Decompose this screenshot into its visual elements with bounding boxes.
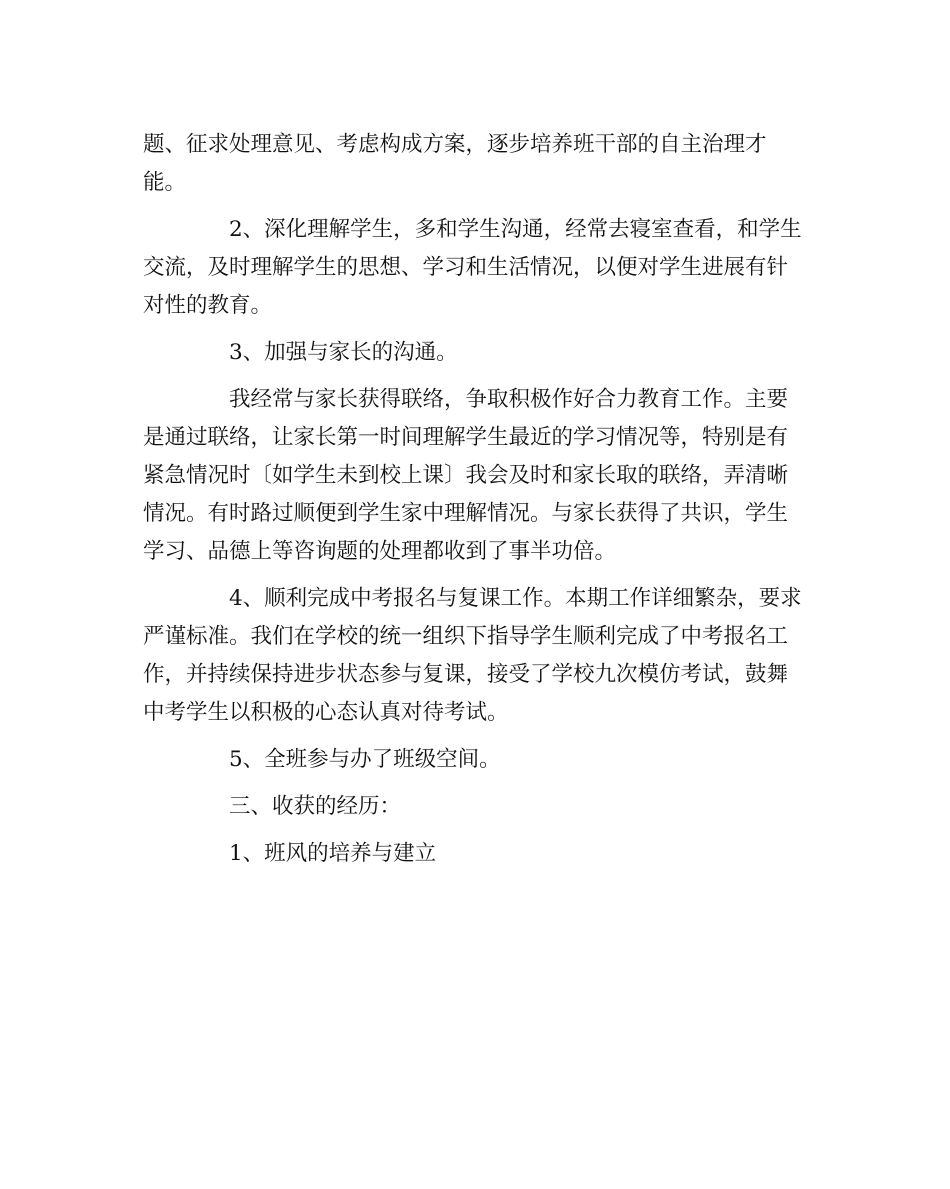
text-line: 作，并持续保持进步状态参与复课，接受了学校九次模仿考试，鼓舞 [143,662,789,687]
text-line: 对性的教育。 [143,293,273,318]
paragraph-item-2: 2、深化理解学生，多和学生沟通，经常去寝室查看，和学生 [229,217,802,242]
text-line: 学习、品德上等咨询题的处理都收到了事半功倍。 [143,539,617,564]
text-line: 严谨标准。我们在学校的统一组织下指导学生顺利完成了中考报名工 [143,624,789,649]
section-heading-3: 三、收获的经历： [229,794,402,819]
text-line: 交流，及时理解学生的思想、学习和生活情况，以便对学生进展有针 [143,255,789,280]
text-line: 是通过联络，让家长第一时间理解学生最近的学习情况等，特别是有 [143,425,789,450]
paragraph-item-5: 5、全班参与办了班级空间。 [229,747,501,772]
document-body [143,126,813,873]
text-line: 能。 [143,170,187,195]
paragraph-item-4: 4、顺利完成中考报名与复课工作。本期工作详细繁杂，要求 [229,586,802,611]
text-line: 中考学生以积极的心态认真对待考试。 [143,700,509,725]
subsection-heading-1: 1、班风的培养与建立 [229,841,437,866]
text-line: 情况。有时路过顺便到学生家中理解情况。与家长获得了共识，学生 [143,501,789,526]
paragraph-parent-contact: 我经常与家长获得联络，争取积极作好合力教育工作。主要 [229,387,789,412]
text-line: 题、征求处理意见、考虑构成方案，逐步培养班干部的自主治理才 [143,132,767,157]
text-line: 紧急情况时〔如学生未到校上课〕我会及时和家长取的联络，弄清晰 [143,463,789,488]
paragraph-item-3: 3、加强与家长的沟通。 [229,340,458,365]
